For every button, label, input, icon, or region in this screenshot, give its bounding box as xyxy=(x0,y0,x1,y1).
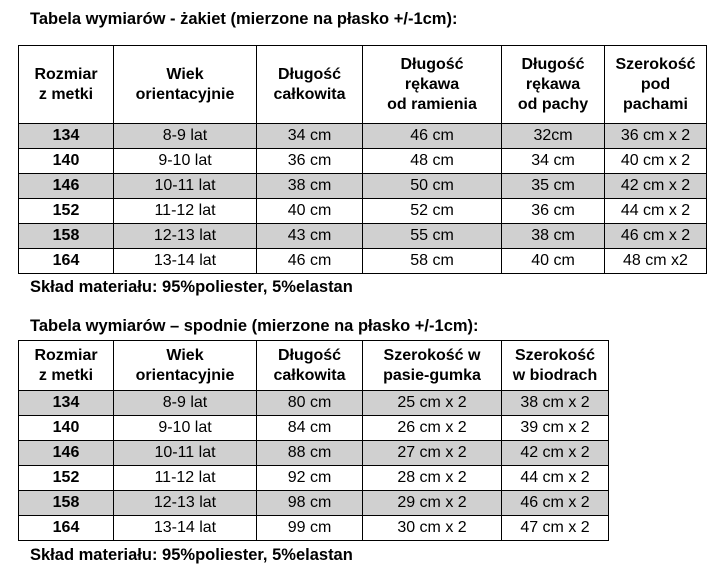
table-row xyxy=(19,491,609,516)
cell-sleeve-armpit: 35 cm xyxy=(502,174,605,199)
table-row xyxy=(19,174,707,199)
header-hip-width: Szerokość w biodrach xyxy=(502,341,609,391)
header-total-length: Długość całkowita xyxy=(257,341,363,391)
cell-age: 12-13 lat xyxy=(114,224,257,249)
cell-size: 158 xyxy=(19,491,114,516)
cell-sleeve-shoulder: 52 cm xyxy=(363,199,502,224)
cell-hip-width: 47 cm x 2 xyxy=(502,516,609,541)
cell-sleeve-shoulder: 50 cm xyxy=(363,174,502,199)
cell-waist-width: 28 cm x 2 xyxy=(363,466,502,491)
header-waist-width: Szerokość w pasie-gumka xyxy=(363,341,502,391)
table-header-row xyxy=(19,341,609,391)
cell-age: 12-13 lat xyxy=(114,491,257,516)
cell-size: 134 xyxy=(19,391,114,416)
cell-age: 13-14 lat xyxy=(114,516,257,541)
cell-chest-width: 44 cm x 2 xyxy=(605,199,707,224)
table-row xyxy=(19,249,707,274)
cell-age: 10-11 lat xyxy=(114,174,257,199)
cell-total-length: 88 cm xyxy=(257,441,363,466)
cell-age: 9-10 lat xyxy=(114,416,257,441)
table-row xyxy=(19,224,707,249)
cell-sleeve-shoulder: 58 cm xyxy=(363,249,502,274)
cell-age: 8-9 lat xyxy=(114,124,257,149)
cell-total-length: 84 cm xyxy=(257,416,363,441)
table-row xyxy=(19,149,707,174)
cell-age: 9-10 lat xyxy=(114,149,257,174)
cell-age: 10-11 lat xyxy=(114,441,257,466)
cell-total-length: 36 cm xyxy=(257,149,363,174)
cell-age: 13-14 lat xyxy=(114,249,257,274)
cell-sleeve-shoulder: 46 cm xyxy=(363,124,502,149)
cell-total-length: 98 cm xyxy=(257,491,363,516)
cell-total-length: 43 cm xyxy=(257,224,363,249)
table-row xyxy=(19,441,609,466)
table-header-row xyxy=(19,46,707,124)
cell-total-length: 92 cm xyxy=(257,466,363,491)
table-row xyxy=(19,466,609,491)
cell-sleeve-armpit: 34 cm xyxy=(502,149,605,174)
trousers-table-title: Tabela wymiarów – spodnie (mierzone na płasko +/-1cm): xyxy=(30,317,479,335)
header-size: Rozmiar z metki xyxy=(19,341,114,391)
cell-size: 158 xyxy=(19,224,114,249)
cell-size: 134 xyxy=(19,124,114,149)
cell-hip-width: 38 cm x 2 xyxy=(502,391,609,416)
header-total-length: Długość całkowita xyxy=(257,46,363,124)
cell-sleeve-shoulder: 48 cm xyxy=(363,149,502,174)
cell-size: 146 xyxy=(19,441,114,466)
header-age: Wiek orientacyjnie xyxy=(114,341,257,391)
cell-age: 8-9 lat xyxy=(114,391,257,416)
cell-waist-width: 30 cm x 2 xyxy=(363,516,502,541)
cell-hip-width: 42 cm x 2 xyxy=(502,441,609,466)
cell-size: 164 xyxy=(19,249,114,274)
jacket-size-table xyxy=(18,45,707,274)
header-sleeve-from-armpit: Długość rękawa od pachy xyxy=(502,46,605,124)
cell-chest-width: 36 cm x 2 xyxy=(605,124,707,149)
cell-waist-width: 26 cm x 2 xyxy=(363,416,502,441)
table-row xyxy=(19,199,707,224)
jacket-table-title: Tabela wymiarów - żakiet (mierzone na płasko +/-1cm): xyxy=(30,10,458,28)
header-age: Wiek orientacyjnie xyxy=(114,46,257,124)
table-row xyxy=(19,416,609,441)
table-row xyxy=(19,124,707,149)
cell-total-length: 40 cm xyxy=(257,199,363,224)
table-row xyxy=(19,391,609,416)
cell-waist-width: 29 cm x 2 xyxy=(363,491,502,516)
cell-total-length: 34 cm xyxy=(257,124,363,149)
cell-age: 11-12 lat xyxy=(114,466,257,491)
cell-sleeve-armpit: 38 cm xyxy=(502,224,605,249)
cell-chest-width: 40 cm x 2 xyxy=(605,149,707,174)
table-row xyxy=(19,516,609,541)
cell-sleeve-armpit: 40 cm xyxy=(502,249,605,274)
header-chest-width: Szerokość pod pachami xyxy=(605,46,707,124)
trousers-material-note: Skład materiału: 95%poliester, 5%elastan xyxy=(30,546,353,564)
cell-total-length: 99 cm xyxy=(257,516,363,541)
trousers-size-table xyxy=(18,340,609,541)
cell-size: 164 xyxy=(19,516,114,541)
cell-size: 146 xyxy=(19,174,114,199)
cell-size: 140 xyxy=(19,416,114,441)
cell-total-length: 38 cm xyxy=(257,174,363,199)
cell-age: 11-12 lat xyxy=(114,199,257,224)
cell-hip-width: 44 cm x 2 xyxy=(502,466,609,491)
cell-sleeve-armpit: 32cm xyxy=(502,124,605,149)
cell-sleeve-armpit: 36 cm xyxy=(502,199,605,224)
cell-size: 152 xyxy=(19,466,114,491)
jacket-material-note: Skład materiału: 95%poliester, 5%elastan xyxy=(30,278,353,296)
cell-sleeve-shoulder: 55 cm xyxy=(363,224,502,249)
cell-waist-width: 27 cm x 2 xyxy=(363,441,502,466)
cell-total-length: 80 cm xyxy=(257,391,363,416)
cell-chest-width: 48 cm x2 xyxy=(605,249,707,274)
cell-size: 152 xyxy=(19,199,114,224)
cell-chest-width: 42 cm x 2 xyxy=(605,174,707,199)
cell-hip-width: 46 cm x 2 xyxy=(502,491,609,516)
cell-waist-width: 25 cm x 2 xyxy=(363,391,502,416)
cell-total-length: 46 cm xyxy=(257,249,363,274)
header-size: Rozmiar z metki xyxy=(19,46,114,124)
cell-hip-width: 39 cm x 2 xyxy=(502,416,609,441)
cell-size: 140 xyxy=(19,149,114,174)
cell-chest-width: 46 cm x 2 xyxy=(605,224,707,249)
header-sleeve-from-shoulder: Długość rękawa od ramienia xyxy=(363,46,502,124)
